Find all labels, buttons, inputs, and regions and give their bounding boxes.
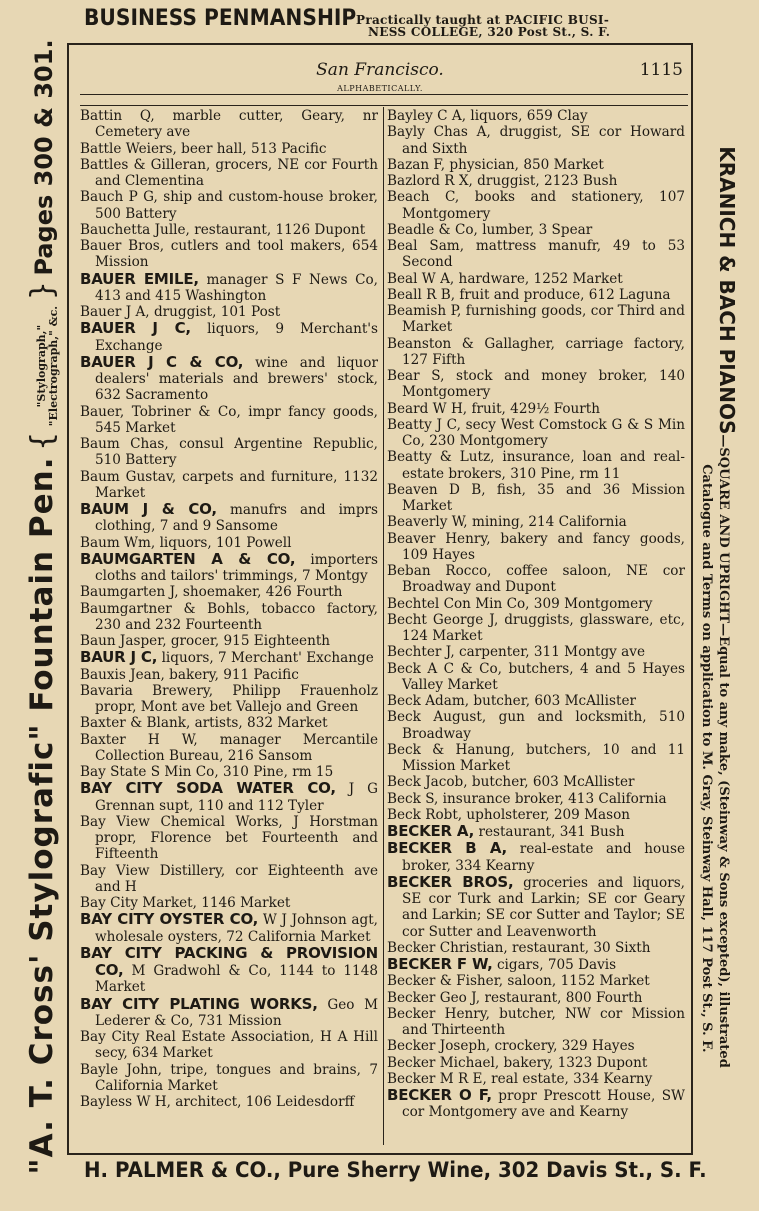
entry-text: Beaver Henry, bakery and fancy goods, 109 Hayes	[387, 530, 685, 563]
directory-entry	[387, 840, 685, 874]
directory-entry	[80, 1062, 378, 1095]
right-ad-brand: KRANICH & BACH PIANOS	[715, 146, 739, 435]
directory-entry	[387, 709, 685, 742]
directory-entry	[387, 612, 685, 645]
entry-text: Baxter & Blank, artists, 832 Market	[80, 715, 328, 732]
directory-entry	[387, 287, 685, 303]
left-ad-pages: Pages 300 & 301.	[30, 39, 58, 276]
entry-text: real-estate and house broker, 334 Kearny	[402, 841, 685, 874]
directory-entry	[80, 863, 378, 896]
directory-entry	[387, 596, 685, 612]
directory-entry	[387, 791, 685, 807]
directory-entry	[80, 601, 378, 634]
directory-entry	[80, 584, 378, 600]
entry-bold-name: BAUM J & CO,	[80, 500, 217, 518]
entry-text: Beanston & Gallagher, carriage factory, 127 Fifth	[387, 335, 685, 368]
entry-bold-name: BAY CITY OYSTER CO,	[80, 910, 259, 929]
directory-entry	[387, 271, 685, 287]
directory-entry	[387, 401, 685, 417]
left-ad-brace-close: }	[25, 281, 60, 301]
directory-entry	[387, 336, 685, 369]
entry-text: manager S F News Co, 413 and 415 Washington	[95, 271, 379, 304]
directory-entry	[80, 780, 378, 814]
left-column	[80, 108, 378, 1110]
running-header	[67, 60, 693, 80]
entry-text: W J Johnson agt, wholesale oysters, 72 California Market	[95, 912, 378, 945]
entry-bold-name: BAUER J C,	[80, 319, 191, 338]
entry-text: groceries and liquors, SE cor Turk and Larkin; SE cor Geary and Larkin; SE cor Sutter and Taylor; SE cor Sutter and Leavenworth	[402, 874, 685, 940]
entry-text: Becker Michael, bakery, 1323 Dupont	[387, 1054, 648, 1071]
entry-text: Beadle & Co, lumber, 3 Spear	[387, 221, 593, 238]
directory-entry	[80, 732, 378, 765]
entry-text: Beck Adam, butcher, 603 McAllister	[387, 693, 636, 709]
directory-entry	[387, 742, 685, 775]
directory-entry	[387, 482, 685, 515]
entry-text: Battles & Gilleran, grocers, NE cor Fourth and Clementina	[80, 156, 378, 189]
entry-bold-name: BAY CITY PLATING WORKS,	[80, 994, 318, 1013]
entry-text: Beard W H, fruit, 429½ Fourth	[387, 400, 600, 417]
entry-text: Beamish P, furnishing goods, cor Third and Market	[387, 303, 685, 336]
directory-entry	[80, 469, 378, 502]
entry-text: Becker & Fisher, saloon, 1152 Market	[387, 973, 650, 990]
entry-bold-name: BAUR J C,	[80, 648, 158, 667]
directory-entry	[80, 501, 378, 535]
entry-text: Becker M R E, real estate, 334 Kearny	[387, 1070, 653, 1087]
entry-text: Becker Christian, restaurant, 30 Sixth	[387, 939, 651, 956]
entry-text: Beban Rocco, coffee saloon, NE cor Broadway and Dupont	[387, 563, 685, 596]
directory-entry	[387, 368, 685, 401]
left-ad-headline: "A. T. Cross' Stylografic" Fountain Pen.	[24, 456, 60, 1175]
entry-text: Beck A C & Co, butchers, 4 and 5 Hayes Valley Market	[387, 660, 685, 693]
directory-entry	[80, 764, 378, 780]
entry-text: Geo M Lederer & Co, 731 Mission	[95, 996, 378, 1029]
entry-text: Battle Weiers, beer hall, 513 Pacific	[80, 140, 327, 157]
directory-entry	[387, 449, 685, 482]
directory-entry	[80, 108, 378, 141]
entry-text: Bayle John, tripe, tongues and brains, 7 California Market	[80, 1061, 378, 1094]
entry-text: Bazlord R X, druggist, 2123 Bush	[387, 173, 618, 189]
entry-text: Baxter H W, manager Mercantile Collection Bureau, 216 Sansom	[80, 731, 378, 764]
entry-bold-name: BECKER F W,	[387, 955, 493, 973]
entry-text: liquors, 9 Merchant's Exchange	[95, 321, 379, 354]
entry-bold-name: BAUER EMILE,	[80, 269, 199, 288]
entry-text: Becht George J, druggists, glassware, etc, 124 Market	[387, 611, 685, 644]
entry-bold-name: BECKER BROS,	[387, 872, 514, 891]
directory-entry	[387, 222, 685, 238]
right-side-advertisement	[694, 62, 744, 1152]
directory-entry	[80, 404, 378, 437]
directory-entry	[387, 661, 685, 694]
top-ad-line-1: Practically taught at PACIFIC BUSI-	[356, 13, 610, 27]
entry-text: importers cloths and tailors' trimmings, 7 Montgy	[95, 551, 378, 584]
entry-text: Bauchetta Julle, restaurant, 1126 Dupont	[80, 221, 366, 238]
directory-entry	[387, 774, 685, 790]
left-ad-subtitle	[36, 306, 60, 426]
directory-entry	[80, 189, 378, 222]
entry-text: Baumgartner & Bohls, tobacco factory, 230 and 232 Fourteenth	[80, 600, 378, 633]
directory-entry	[80, 551, 378, 585]
directory-entry	[80, 683, 378, 716]
entry-text: Bechtel Con Min Co, 309 Montgomery	[387, 595, 653, 612]
directory-entry	[387, 563, 685, 596]
directory-entry	[80, 633, 378, 649]
entry-text: Bay View Distillery, cor Eighteenth ave and H	[80, 862, 378, 895]
directory-entry	[80, 222, 378, 238]
entry-text: Becker Henry, butcher, NW cor Mission and Thirteenth	[387, 1005, 685, 1038]
entry-text: Battin Q, marble cutter, Geary, nr Cemetery ave	[80, 108, 378, 141]
page-number: 1115	[639, 60, 683, 80]
entry-text: Beck Robt, upholsterer, 209 Mason	[387, 806, 631, 823]
entry-text: Beck S, insurance broker, 413 California	[387, 790, 667, 807]
column-separator	[383, 107, 384, 1145]
entry-bold-name: BAY CITY PACKING & PROVISION CO,	[80, 943, 378, 979]
directory-entry	[387, 124, 685, 157]
entry-text: restaurant, 341 Bush	[474, 824, 625, 840]
entry-text: Beaverly W, mining, 214 California	[387, 514, 627, 531]
entry-text: J G Grennan supt, 110 and 112 Tyler	[95, 781, 378, 814]
entry-bold-name: BECKER B A,	[387, 839, 508, 858]
entry-text: Bay State S Min Co, 310 Pine, rm 15	[80, 764, 334, 780]
entry-text: Bayless W H, architect, 106 Leidesdorff	[80, 1094, 355, 1110]
directory-entry	[387, 157, 685, 173]
entry-text: manufrs and imprs clothing, 7 and 9 Sansome	[95, 502, 379, 535]
entry-text: Beatty J C, secy West Comstock G & S Min Co, 230 Montgomery	[387, 416, 685, 449]
directory-entry	[80, 1029, 378, 1062]
entry-text: M Gradwohl & Co, 1144 to 1148 Market	[95, 963, 378, 996]
directory-entry	[80, 911, 378, 945]
entry-text: Beall R B, fruit and produce, 612 Laguna	[387, 286, 671, 303]
entry-text: Beck August, gun and locksmith, 510 Broadway	[387, 709, 685, 742]
entry-text: wine and liquor dealers' materials and brewers' stock, 632 Sacramento	[95, 354, 378, 404]
left-side-advertisement	[22, 39, 62, 1175]
entry-text: liquors, 7 Merchant' Exchange	[157, 650, 374, 667]
alphabetically-subtitle: ALPHABETICALLY.	[337, 84, 423, 93]
entry-text: Bayly Chas A, druggist, SE cor Howard and Sixth	[387, 124, 685, 157]
entry-bold-name: BECKER A,	[387, 822, 475, 840]
directory-entry	[387, 807, 685, 823]
right-column	[387, 108, 685, 1121]
directory-entry	[80, 238, 378, 271]
entry-text: Bauer, Tobriner & Co, impr fancy goods, 545 Market	[80, 403, 378, 436]
directory-entry	[80, 945, 378, 996]
entry-text: propr Prescott House, SW cor Montgomery ave and Kearny	[402, 1088, 686, 1121]
bottom-advertisement: H. PALMER & CO., Pure Sherry Wine, 302 Davis St., S. F.	[84, 1158, 707, 1183]
top-ad-line-2: NESS COLLEGE, 320 Post St., S. F.	[368, 25, 611, 39]
entry-text: cigars, 705 Davis	[492, 957, 617, 973]
entry-text: Bauer J A, druggist, 101 Post	[80, 304, 281, 320]
right-ad-line-2: Catalogue and Terms on application to M. Gray, Steinway Hall, 117 Post St., S. F.	[699, 464, 714, 1053]
directory-entry	[80, 1094, 378, 1110]
directory-entry	[80, 436, 378, 469]
directory-entry	[387, 823, 685, 840]
entry-text: Beaven D B, fish, 35 and 36 Mission Market	[387, 481, 685, 514]
directory-entry	[387, 417, 685, 450]
directory-entry	[387, 189, 685, 222]
directory-entry	[80, 157, 378, 190]
entry-text: Baum Wm, liquors, 101 Powell	[80, 534, 292, 551]
directory-entry	[80, 271, 378, 305]
directory-entry	[387, 173, 685, 189]
entry-text: Beach C, books and stationery, 107 Montgomery	[387, 189, 685, 222]
directory-entry	[387, 1071, 685, 1087]
entry-bold-name: BAUMGARTEN A & CO,	[80, 549, 296, 568]
directory-entry	[80, 354, 378, 404]
directory-entry	[387, 956, 685, 973]
entry-text: Becker Geo J, restaurant, 800 Fourth	[387, 989, 643, 1006]
entry-text: Bechter J, carpenter, 311 Montgy ave	[387, 644, 646, 661]
directory-entry	[387, 1087, 685, 1121]
entry-text: Bay View Chemical Works, J Horstman propr, Florence bet Fourteenth and Fifteenth	[80, 813, 378, 863]
entry-text: Becker Joseph, crockery, 329 Hayes	[387, 1038, 635, 1055]
entry-text: Bauch P G, ship and custom-house broker, 500 Battery	[80, 189, 378, 222]
entry-text: Bavaria Brewery, Philipp Frauenholz propr, Mont ave bet Vallejo and Green	[80, 682, 378, 715]
entry-text: Baun Jasper, grocer, 915 Eighteenth	[80, 633, 331, 649]
directory-entry	[387, 874, 685, 940]
directory-entry	[80, 996, 378, 1030]
directory-entry	[387, 940, 685, 956]
entry-bold-name: BAUER J C & CO,	[80, 352, 244, 371]
entry-text: Beal Sam, mattress manufr, 49 to 53 Second	[387, 238, 685, 271]
directory-entry	[387, 531, 685, 564]
directory-entry	[387, 303, 685, 336]
directory-entry	[387, 973, 685, 989]
entry-text: Bazan F, physician, 850 Market	[387, 156, 604, 173]
directory-entry	[387, 1038, 685, 1054]
directory-entry	[80, 715, 378, 731]
entry-text: Bay City Market, 1146 Market	[80, 895, 291, 911]
right-ad-line-1: —SQUARE AND UPRIGHT—Equal to any make, (Steinway & Sons excepted), illustrated	[716, 434, 731, 1068]
left-ad-sub-2: "Electrograph," &c.	[46, 305, 60, 427]
directory-entry	[80, 814, 378, 863]
directory-entry	[387, 693, 685, 709]
directory-entry	[387, 108, 685, 124]
entry-bold-name: BAY CITY SODA WATER CO,	[80, 779, 336, 798]
entry-text: Beck Jacob, butcher, 603 McAllister	[387, 774, 635, 791]
directory-entry	[80, 649, 378, 666]
entry-text: Baum Chas, consul Argentine Republic, 510 Battery	[80, 436, 378, 469]
directory-entry	[80, 304, 378, 320]
entry-text: Baumgarten J, shoemaker, 426 Fourth	[80, 584, 343, 601]
entry-text: Beck & Hanung, butchers, 10 and 11 Mission Market	[387, 741, 685, 774]
left-ad-brace-open: {	[25, 431, 60, 451]
top-ad-headline: BUSINESS PENMANSHIP	[84, 6, 357, 31]
directory-entry	[80, 535, 378, 551]
directory-entry	[387, 990, 685, 1006]
header-rule-bottom	[80, 105, 688, 106]
left-ad-sub-1: "Stylograph,"	[34, 324, 48, 408]
entry-text: Bayley C A, liquors, 659 Clay	[387, 108, 588, 124]
entry-text: Bauxis Jean, bakery, 911 Pacific	[80, 666, 299, 683]
directory-entry	[387, 644, 685, 660]
directory-entry	[387, 238, 685, 271]
directory-entry	[80, 141, 378, 157]
directory-entry	[80, 895, 378, 911]
running-head-city: San Francisco.	[316, 60, 444, 80]
directory-entry	[387, 1006, 685, 1039]
entry-text: Beal W A, hardware, 1252 Market	[387, 270, 623, 287]
top-advertisement	[0, 0, 759, 42]
entry-text: Bay City Real Estate Association, H A Hill secy, 634 Market	[80, 1029, 378, 1062]
entry-text: Bauer Bros, cutlers and tool makers, 654 Mission	[80, 238, 378, 271]
header-rule-top	[80, 94, 688, 95]
directory-entry	[387, 514, 685, 530]
directory-entry	[80, 667, 378, 683]
entry-text: Beatty & Lutz, insurance, loan and real-estate brokers, 310 Pine, rm 11	[387, 449, 685, 482]
directory-entry	[80, 320, 378, 354]
entry-text: Baum Gustav, carpets and furniture, 1132 Market	[80, 468, 378, 501]
directory-entry	[387, 1055, 685, 1071]
entry-text: Bear S, stock and money broker, 140 Montgomery	[387, 368, 685, 401]
entry-bold-name: BECKER O F,	[387, 1086, 492, 1104]
